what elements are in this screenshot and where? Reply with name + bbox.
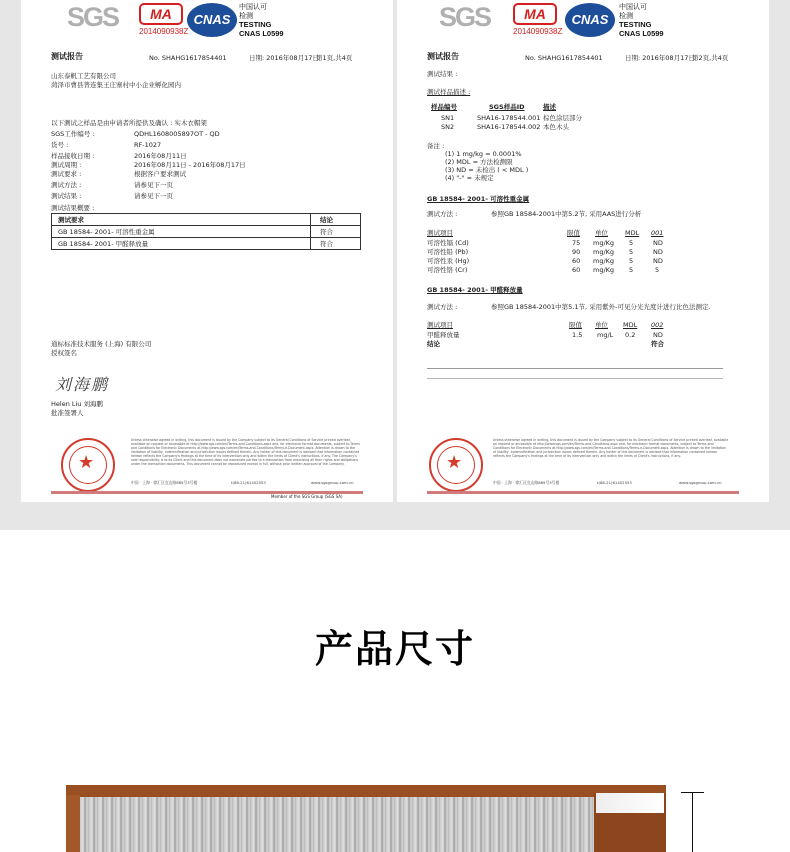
sample-col-id: SGS样品ID [489, 103, 525, 111]
t2-cell: mg/L [597, 331, 614, 339]
t1-cell: ND [653, 248, 663, 256]
t2-cell: 符合 [651, 340, 664, 348]
field-label: 测试周期 : [51, 161, 82, 169]
report-no: No. SHAHG1617854401 [149, 54, 227, 62]
footer-address: 中国 · 上海 · 徐汇区宜山路889号3号楼 [493, 480, 560, 485]
method-label: 测试方法 : [427, 210, 458, 218]
cabinet-slatted-door [80, 797, 594, 852]
t1-header: 001 [651, 229, 664, 237]
footer-address: 中国 · 上海 · 徐汇区宜山路889号3号楼 [131, 480, 198, 485]
footer-tel: t(86-21)61402553 [597, 480, 632, 485]
sample-cell: SN1 [441, 114, 455, 122]
cma-code: 2014090938Z [513, 27, 563, 36]
end-line [427, 378, 723, 379]
sample-cell: SHA16-178544.002 [477, 123, 541, 131]
sample-desc-label: 测试样品描述 : [427, 88, 471, 96]
method-text: 参照GB 18584-2001中第5.2节, 采用AAS进行分析 [491, 210, 642, 218]
t1-cell: mg/Kg [593, 257, 615, 265]
field-label: 样品接收日期 : [51, 152, 95, 160]
sample-cell: 棕色涂层部分 [543, 114, 582, 122]
result-label: 测试结果 : [427, 70, 458, 78]
t2-cell: 1.5 [572, 331, 583, 339]
sample-col-desc: 描述 [543, 103, 556, 111]
summary-table [51, 213, 361, 250]
report-title: 测试报告 [51, 52, 83, 61]
table-cell: GB 18584- 2001- 可溶性重金属 [58, 228, 155, 236]
section-heavy-metals: GB 18584- 2001- 可溶性重金属 [427, 195, 530, 203]
section-formaldehyde: GB 18584- 2001- 甲醛释放量 [427, 286, 523, 294]
cnas-code: CNAS L0599 [619, 28, 664, 38]
t1-header: 测试项目 [427, 229, 453, 237]
t1-cell: ND [653, 257, 663, 265]
cnas-text [619, 4, 664, 38]
cabinet-left-side [66, 795, 80, 852]
applicant-name: 山东泰帆工艺有限公司 [51, 72, 116, 80]
cabinet-top [66, 785, 666, 797]
sample-cell: 本色木头 [543, 123, 569, 131]
table-cell: 符合 [320, 228, 333, 236]
report-no: No. SHAHG1617854401 [525, 54, 603, 62]
signer-title: 批准签署人 [51, 409, 84, 417]
cnas-logo: CNAS [187, 3, 237, 37]
sgs-logo: SGS [439, 2, 491, 32]
field-value: RF-1027 [134, 141, 162, 149]
field-value: QDHL1608005897OT - QD [134, 130, 220, 138]
sample-cell: SHA16-178544.001 [477, 114, 541, 122]
table-divider [310, 214, 311, 249]
report-title: 测试报告 [427, 52, 459, 61]
sgs-logo: SGS [67, 2, 119, 32]
field-label: 测试方法 : [51, 181, 82, 189]
note-item: (3) ND = 未检出 ( < MDL ) [445, 166, 529, 174]
cnas-cn2: 检测 [239, 12, 253, 20]
official-stamp [429, 438, 483, 492]
note-item: (2) MDL = 方法检测限 [445, 158, 513, 166]
fine-print: Unless otherwise agreed in writing, this document is issued by the Company subject to its General Conditions of Service printed overleaf, available on request or accessible at http://www.sgs.com/en/Terms-and-Conditions.aspx and, for electronic format documents, subject to Terms and Conditions for Electronic Documents at http://www.sgs.com/en/Terms-and-Conditions/Terms-e-Document.aspx. Attention is drawn to the limitation of liability, indemnification and jurisdiction issues defined therein. Any holder of this document is advised that information contained hereon reflects the Company's findings at the time of its intervention only and within the limits of Client's instructions, if any. [493, 438, 729, 458]
field-label: 测试结果 : [51, 192, 82, 200]
product-cabinet-image [66, 785, 666, 852]
t1-cell: 可溶性铬 (Cr) [427, 266, 468, 274]
t2-header: 单位 [595, 321, 608, 329]
report-header [21, 0, 393, 42]
field-label: 测试要求 : [51, 170, 82, 178]
t1-cell: mg/Kg [593, 248, 615, 256]
field-value: 2016年08月11日 - 2016年08月17日 [134, 161, 246, 169]
footer-web: www.sgsgroup.com.cn [311, 480, 354, 485]
cnas-cn: 中国认可 [239, 4, 267, 11]
cnas-code: CNAS L0599 [239, 28, 284, 38]
cma-code: 2014090938Z [139, 27, 189, 36]
t1-cell: 可溶性铅 (Pb) [427, 248, 469, 256]
t1-cell: mg/Kg [593, 239, 615, 247]
note-item: (4) "-" = 未规定 [445, 174, 494, 182]
report-page: 第1页,共4页 [316, 54, 353, 62]
signer-role: 授权签名 [51, 349, 77, 357]
method-label: 测试方法 : [427, 303, 458, 311]
signer-org: 通标标准技术服务 (上海) 有限公司 [51, 340, 152, 348]
sample-intro: 以下测试之样品是由申请者所提供及确认 : 实木衣帽架 [51, 119, 207, 127]
table-header-requirement: 测试要求 [58, 216, 84, 224]
table-row [52, 225, 360, 236]
t1-cell: 90 [572, 248, 581, 256]
t2-header: 限值 [569, 321, 582, 329]
field-value: 请参见下一页 [134, 181, 173, 189]
applicant-address: 菏泽市曹县普连集王庄寨村中小企业孵化园内 [51, 81, 181, 89]
t1-header: 单位 [595, 229, 608, 237]
official-stamp [61, 438, 115, 492]
t1-cell: 5 [629, 239, 634, 247]
notes-label: 备注 : [427, 142, 445, 150]
cnas-en: TESTING [619, 20, 652, 29]
t1-cell: 5 [629, 266, 634, 274]
report-header [397, 0, 769, 42]
field-value: 根据客户要求测试 [134, 170, 186, 178]
table-cell: 符合 [320, 240, 333, 248]
footer-bar [427, 491, 739, 494]
field-value: 请参见下一页 [134, 192, 173, 200]
handwritten-signature: 刘海鹏 [55, 375, 110, 394]
cma-logo: MA [513, 3, 557, 25]
field-label: SGS工作编号 : [51, 130, 95, 138]
t2-cell: 甲醛释放量 [427, 331, 460, 339]
product-size-title: 产品尺寸 [314, 627, 475, 671]
table-header-conclusion: 结论 [320, 216, 333, 224]
end-line [427, 368, 723, 369]
t2-cell: 0.2 [625, 331, 636, 339]
report-page: 第2页,共4页 [692, 54, 729, 62]
cnas-logo: CNAS [565, 3, 615, 37]
cnas-en: TESTING [239, 20, 272, 29]
t1-header: 限值 [567, 229, 580, 237]
cma-logo: MA [139, 3, 183, 25]
signer-name: Helen Liu 刘海鹏 [51, 400, 103, 408]
report-date: 日期: 2016年08月17日 [625, 54, 695, 62]
footer-tel: t(86-21)61402553 [231, 480, 266, 485]
t2-header: 002 [651, 321, 664, 329]
t2-header: MDL [623, 321, 638, 329]
field-value: 2016年08月11日 [134, 152, 187, 160]
t1-cell: 60 [572, 257, 581, 265]
method-text: 参照GB 18584-2001中第5.1节, 采用紫外-可见分光光度计进行比色法测定. [491, 303, 711, 311]
stamp-star-icon: ★ [78, 452, 95, 473]
test-report-page-1 [21, 0, 393, 502]
t1-cell: mg/Kg [593, 266, 615, 274]
cnas-cn: 中国认可 [619, 4, 647, 11]
summary-label: 测试结果概要 : [51, 204, 95, 212]
report-date: 日期: 2016年08月17日 [249, 54, 319, 62]
footer-web: www.sgsgroup.com.cn [679, 480, 722, 485]
cabinet-top-panel [596, 793, 664, 813]
t1-header: MDL [625, 229, 640, 237]
t1-cell: 75 [572, 239, 581, 247]
t1-cell: 可溶性汞 (Hg) [427, 257, 470, 265]
t2-cell: ND [653, 331, 663, 339]
t1-cell: ND [653, 239, 663, 247]
test-report-page-2 [397, 0, 769, 502]
table-cell: GB 18584- 2001- 甲醛释放量 [58, 240, 149, 248]
table-row [52, 237, 360, 248]
sample-col-no: 样品编号 [431, 103, 457, 111]
t1-cell: 60 [572, 266, 581, 274]
cnas-text [239, 4, 284, 38]
t1-cell: 5 [655, 266, 660, 274]
dimension-line [692, 792, 693, 852]
t2-cell: 结论 [427, 340, 440, 348]
sample-cell: SN2 [441, 123, 455, 131]
t2-header: 测试项目 [427, 321, 453, 329]
t1-cell: 5 [629, 257, 634, 265]
fine-print: Unless otherwise agreed in writing, this document is issued by the Company subject to its General Conditions of Service printed overleaf, available on request or accessible at http://www.sgs.com/en/Terms-and-Conditions.aspx and, for electronic format documents, subject to Terms and Conditions for Electronic Documents at http://www.sgs.com/en/Terms-and-Conditions/Terms-e-Document.aspx. Attention is drawn to the limitation of liability, indemnification and jurisdiction issues defined therein. Any holder of this document is advised that information contained hereon reflects the Company's findings at the time of its intervention only and within the limits of Client's instructions, if any. The Company's sole responsibility is to its Client and this document does not exonerate parties to a transaction from exercising all their rights and obligations under the transaction documents. This document cannot be reproduced except in full, without prior written approval of the Company. [131, 438, 360, 466]
field-label: 货号 : [51, 141, 69, 149]
note-item: (1) 1 mg/kg = 0.0001% [445, 150, 522, 158]
stamp-star-icon: ★ [446, 452, 463, 473]
t1-cell: 5 [629, 248, 634, 256]
cnas-cn2: 检测 [619, 12, 633, 20]
member-text: Member of the SGS Group (SGS SA) [271, 494, 343, 499]
t1-cell: 可溶性镉 (Cd) [427, 239, 469, 247]
